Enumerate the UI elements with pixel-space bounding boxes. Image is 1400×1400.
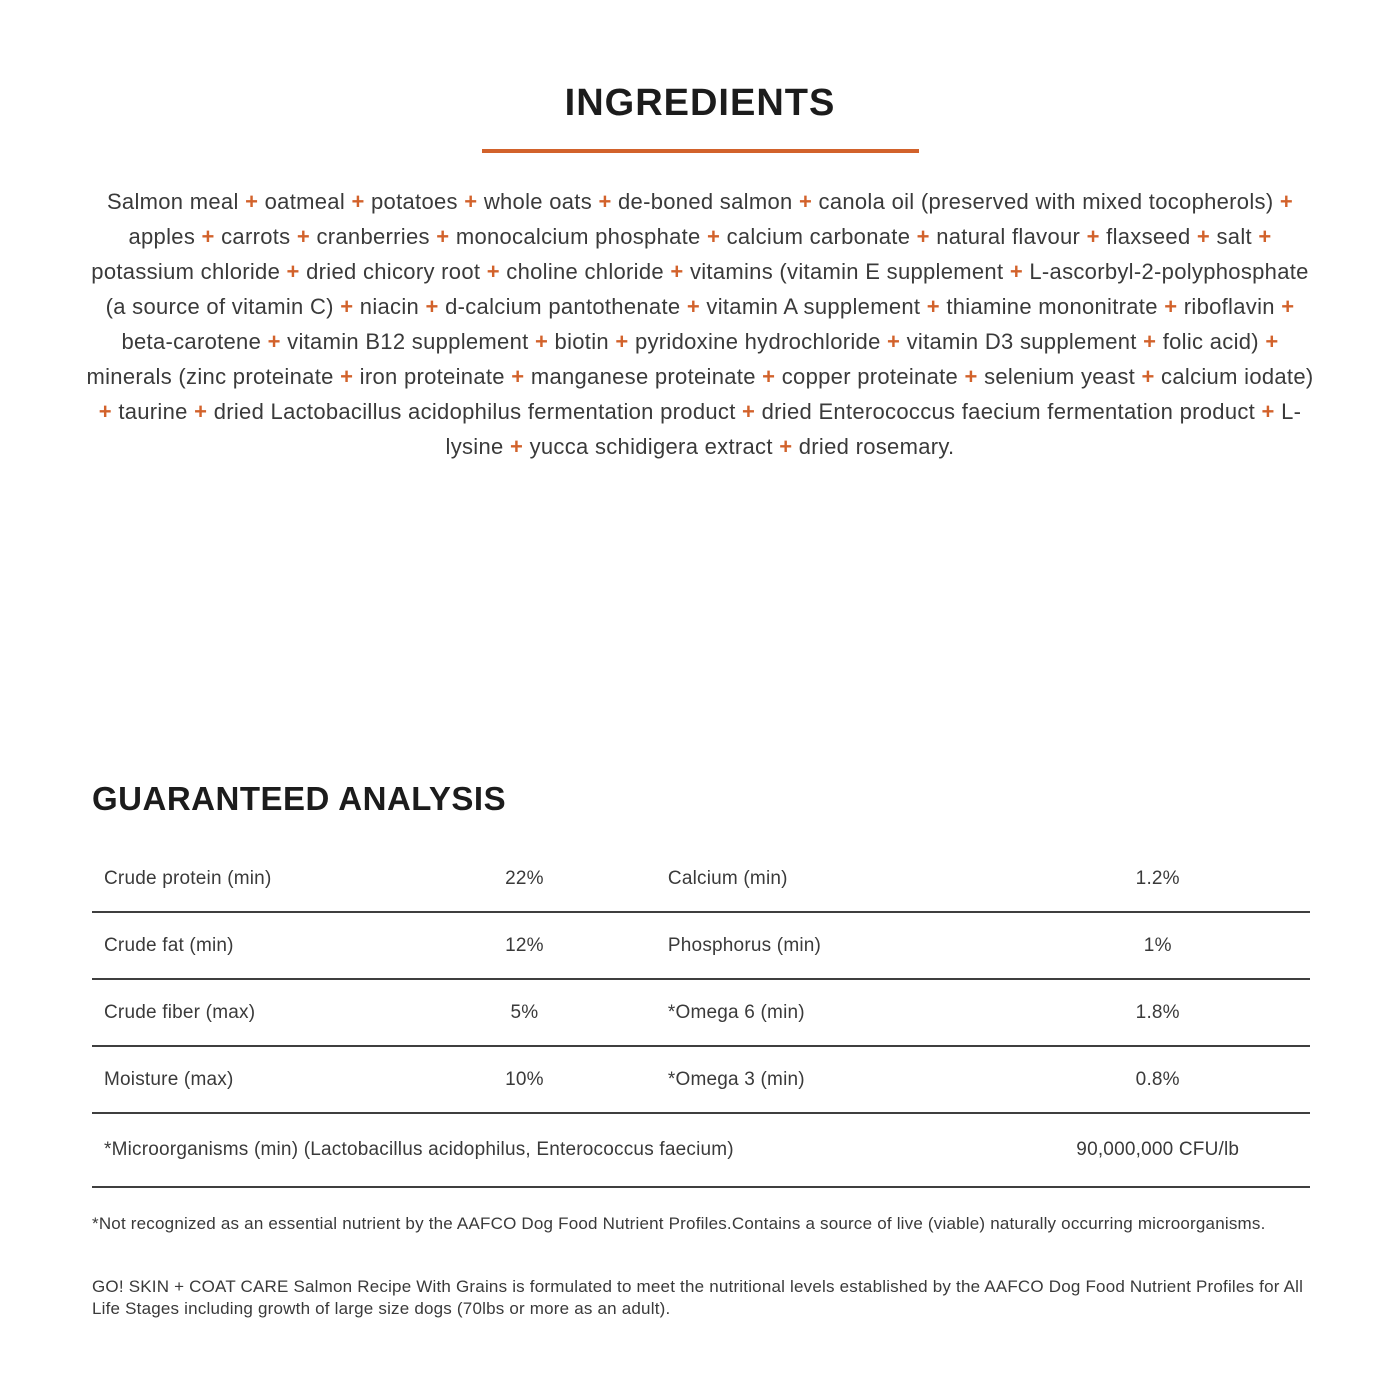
ingredients-list-paragraph: Salmon meal + oatmeal + potatoes + whole oats + de-boned salmon + canola oil (preserved with mixed tocopherols) + apples + carrots + cranberries + monocalcium phosphate + calcium carbonate + natural flavour + flaxseed + salt + potassium chloride + dried chicory root + choline chloride + vitamins (vitamin E supplement + L-ascorbyl-2-polyphosphate (a source of vitamin C) + niacin + d-calcium pantothenate + vitamin A supplement + thiamine mononitrate + riboflavin + beta-carotene + vitamin B12 supplement + biotin + pyridoxine hydrochloride + vitamin D3 supplement + folic acid) + minerals (zinc proteinate + iron proteinate + manganese proteinate + copper proteinate + selenium yeast + calcium iodate) + taurine + dried Lactobacillus acidophilus fermentation product + dried Enterococcus faecium fermentation product + L-lysine + yucca schidigera extract + dried rosemary. <box>86 189 1314 459</box>
ingredients-section-header <box>0 82 1400 153</box>
plus-separator: + <box>486 259 500 284</box>
microorganisms-value: 90,000,000 CFU/lb <box>1076 1139 1240 1160</box>
plus-separator: + <box>98 399 112 424</box>
plus-separator: + <box>296 224 311 249</box>
plus-separator: + <box>245 189 259 214</box>
nutrient-label-left: Crude protein (min) <box>104 867 272 889</box>
nutrient-label-left: Crude fat (min) <box>104 934 234 956</box>
plus-separator: + <box>686 294 700 319</box>
nutrient-value-left: 5% <box>510 1001 539 1023</box>
plus-separator: + <box>464 189 478 214</box>
plus-separator: + <box>779 434 793 459</box>
plus-separator: + <box>534 329 549 354</box>
nutrient-label-right: *Omega 3 (min) <box>667 1068 805 1090</box>
orange-divider-rule <box>482 149 919 153</box>
plus-separator: + <box>286 259 300 284</box>
plus-separator: + <box>964 364 978 389</box>
table-row <box>92 846 1310 913</box>
plus-separator: + <box>340 294 354 319</box>
formulation-statement: GO! SKIN + COAT CARE Salmon Recipe With Grains is formulated to meet the nutritional levels established by the AAFCO Dog Food Nutrient Profiles for All Life Stages including growth of large size dogs (70lbs or more as an adult). <box>92 1277 1304 1318</box>
plus-separator: + <box>887 329 901 354</box>
plus-separator: + <box>707 224 721 249</box>
plus-separator: + <box>615 329 629 354</box>
plus-separator: + <box>1009 259 1023 284</box>
plus-separator: + <box>194 399 208 424</box>
table-row <box>92 913 1310 980</box>
plus-separator: + <box>1279 189 1294 214</box>
ingredients-title: INGREDIENTS <box>564 82 836 124</box>
plus-separator: + <box>1141 364 1155 389</box>
plus-separator: + <box>1143 329 1157 354</box>
plus-separator: + <box>798 189 813 214</box>
nutrient-value-left: 22% <box>505 867 544 889</box>
guaranteed-analysis-table <box>92 846 1310 1188</box>
plus-separator: + <box>1258 224 1272 249</box>
plus-separator: + <box>742 399 756 424</box>
table-row-microorganisms <box>92 1114 1310 1188</box>
nutrient-label-right: Calcium (min) <box>667 867 788 889</box>
nutrient-label-right: Phosphorus (min) <box>667 934 822 956</box>
plus-separator: + <box>1265 329 1279 354</box>
table-row <box>92 980 1310 1047</box>
plus-separator: + <box>425 294 439 319</box>
nutrient-label-right: *Omega 6 (min) <box>667 1001 805 1023</box>
nutrient-value-right: 1.2% <box>1135 867 1180 889</box>
plus-separator: + <box>916 224 930 249</box>
aafco-footnote: *Not recognized as an essential nutrient by the AAFCO Dog Food Nutrient Profiles.Contains a source of live (viable) naturally occurring microorganisms. <box>92 1214 1266 1233</box>
nutrient-value-left: 10% <box>505 1068 544 1090</box>
plus-separator: + <box>1281 294 1295 319</box>
table-row <box>92 1047 1310 1114</box>
plus-separator: + <box>1196 224 1211 249</box>
guaranteed-analysis-section <box>92 780 1310 1320</box>
plus-separator: + <box>340 364 354 389</box>
nutrient-value-right: 1.8% <box>1135 1001 1180 1023</box>
nutrient-value-right: 0.8% <box>1135 1068 1180 1090</box>
guaranteed-analysis-title: GUARANTEED ANALYSIS <box>92 780 507 817</box>
plus-separator: + <box>598 189 612 214</box>
plus-separator: + <box>1086 224 1100 249</box>
plus-separator: + <box>1261 399 1275 424</box>
nutrient-label-left: Crude fiber (max) <box>104 1001 256 1023</box>
plus-separator: + <box>1164 294 1178 319</box>
plus-separator: + <box>436 224 450 249</box>
plus-separator: + <box>201 224 215 249</box>
plus-separator: + <box>509 434 524 459</box>
microorganisms-label: *Microorganisms (min) (Lactobacillus acidophilus, Enterococcus faecium) <box>104 1139 734 1160</box>
plus-separator: + <box>762 364 776 389</box>
nutrient-value-left: 12% <box>505 934 544 956</box>
nutrient-label-left: Moisture (max) <box>104 1068 234 1090</box>
plus-separator: + <box>670 259 684 284</box>
nutrient-value-right: 1% <box>1143 934 1172 956</box>
plus-separator: + <box>351 189 365 214</box>
plus-separator: + <box>267 329 281 354</box>
plus-separator: + <box>511 364 525 389</box>
plus-separator: + <box>926 294 940 319</box>
